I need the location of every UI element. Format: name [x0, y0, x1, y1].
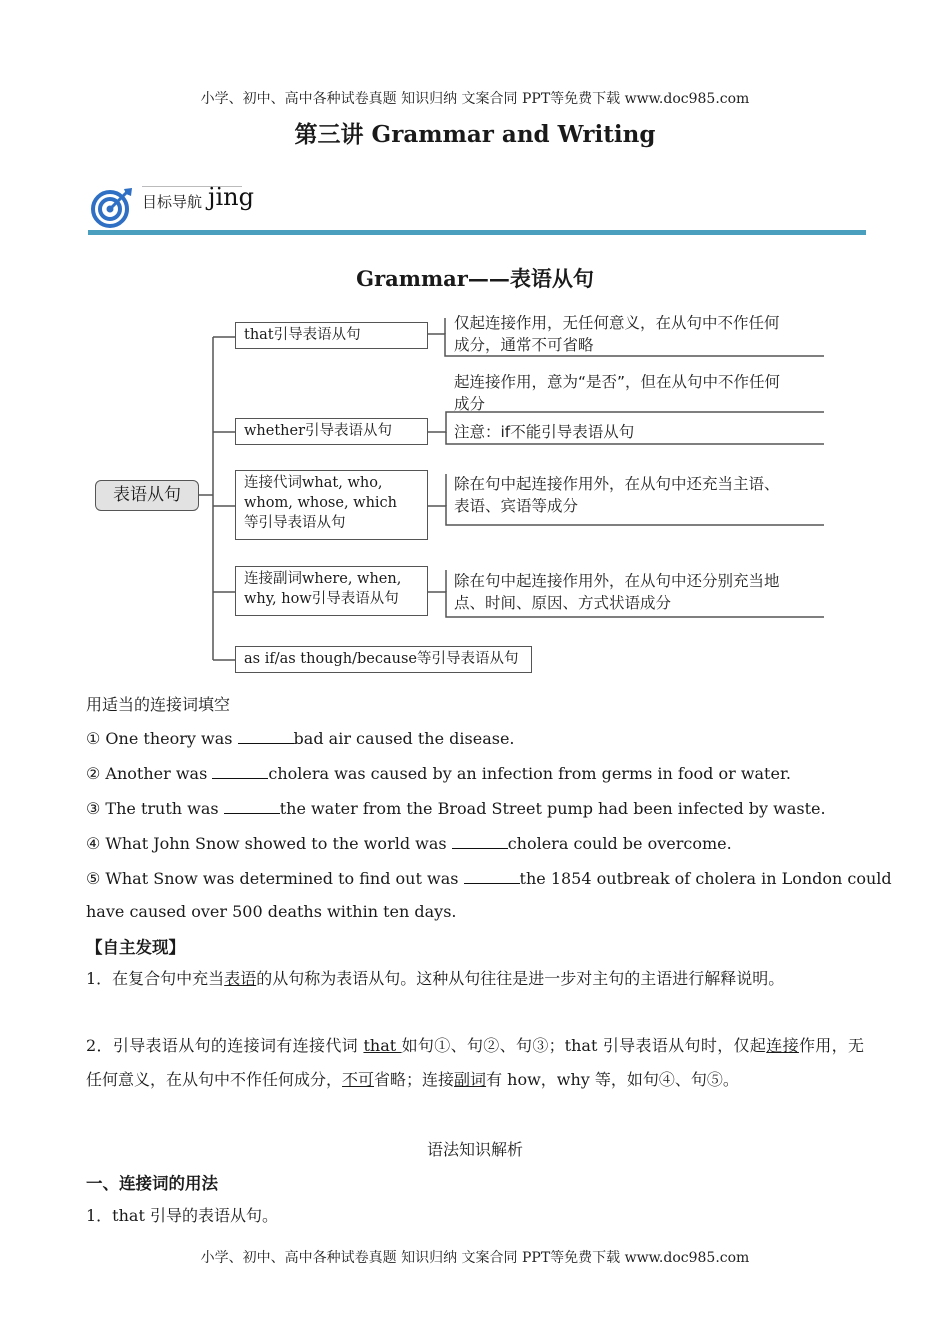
- item-pre: ③ The truth was: [86, 799, 224, 818]
- exercise-item: [86, 763, 791, 785]
- answer-blank[interactable]: [224, 799, 280, 814]
- nav-label: 目标导航: [142, 193, 203, 211]
- exercise-item-continuation: have caused over 500 deaths within ten days.: [86, 902, 457, 921]
- text: 1．在复合句中充当: [86, 969, 225, 988]
- text: 省略；连接: [374, 1070, 455, 1089]
- desc-adverbs: [454, 570, 780, 614]
- desc-that: [454, 312, 780, 356]
- desc-whether: [454, 371, 780, 415]
- item-post: bad air caused the disease.: [293, 729, 515, 748]
- branch-whether: [235, 418, 428, 445]
- item-pre: ② Another was: [86, 764, 213, 783]
- answer-blank[interactable]: [464, 869, 520, 884]
- item-pre: ⑤ What Snow was determined to find out was: [86, 869, 464, 888]
- underlined-answer: 不可: [342, 1070, 375, 1089]
- nav-suffix: jing: [208, 183, 254, 211]
- discovery-paragraph-1: [86, 962, 864, 996]
- desc-line: 成分: [454, 395, 486, 413]
- branch-pronouns: [235, 470, 428, 540]
- text: 有 how，why 等，如句④、句⑤。: [486, 1070, 739, 1089]
- branch-label-line: why, how引导表语从句: [244, 591, 399, 607]
- grammar-title: Grammar——表语从句: [356, 266, 594, 291]
- analysis-title: 语法知识解析: [426, 1140, 523, 1159]
- discovery-heading: 【自主发现】: [86, 938, 185, 957]
- branch-label-line: 连接代词what, who,: [244, 475, 383, 491]
- text: 作用，无任何意义，在从句中不作任何成分，: [86, 1036, 864, 1089]
- page-title: 第三讲 Grammar and Writing: [294, 121, 656, 148]
- exercise-item: [86, 728, 515, 750]
- exercise-item: [86, 868, 892, 890]
- item-pre: ① One theory was: [86, 729, 238, 748]
- answer-blank[interactable]: [212, 764, 268, 779]
- branch-label-line: 连接副词where, when,: [244, 571, 402, 587]
- branch-as-if: [235, 646, 532, 673]
- underlined-answer: 连接: [766, 1036, 799, 1055]
- underlined-answer: that: [363, 1036, 402, 1055]
- item-post: the 1854 outbreak of cholera in London could: [519, 869, 892, 888]
- branch-label: that引导表语从句: [244, 327, 361, 343]
- desc-line: 成分，通常不可省略: [454, 336, 594, 354]
- desc-line: 表语、宾语等成分: [454, 497, 579, 515]
- item-post: cholera was caused by an infection from germs in food or water.: [268, 764, 791, 783]
- desc-line: 除在句中起连接作用外，在从句中还充当主语、: [454, 475, 780, 493]
- header-banner: 小学、初中、高中各种试卷真题 知识归纳 文案合同 PPT等免费下载 www.doc985.com: [200, 91, 750, 107]
- section-heading: 一、连接词的用法: [86, 1174, 218, 1193]
- exercise-item: [86, 833, 732, 855]
- item-pre: ④ What John Snow showed to the world was: [86, 834, 452, 853]
- branch-label: as if/as though/because等引导表语从句: [244, 651, 519, 667]
- answer-blank[interactable]: [452, 834, 508, 849]
- discovery-paragraph-2: [86, 1029, 864, 1097]
- desc-line: 起连接作用，意为“是否”，但在从句中不作任何: [454, 373, 781, 391]
- desc-pronouns: [454, 473, 780, 517]
- branch-label-line: whom, whose, which: [244, 495, 398, 511]
- footer-banner: 小学、初中、高中各种试卷真题 知识归纳 文案合同 PPT等免费下载 www.doc985.com: [200, 1250, 750, 1266]
- item-post: cholera could be overcome.: [507, 834, 732, 853]
- exercise-item: [86, 798, 826, 820]
- note-whether: 注意：if不能引导表语从句: [454, 423, 635, 441]
- branch-label-line: 等引导表语从句: [244, 515, 346, 531]
- branch-label: whether引导表语从句: [244, 423, 393, 439]
- desc-line: 仅起连接作用，无任何意义，在从句中不作任何: [454, 314, 780, 332]
- answer-blank[interactable]: [238, 729, 294, 744]
- underlined-answer: 副词: [454, 1070, 487, 1089]
- item-post: the water from the Broad Street pump had been infected by waste.: [279, 799, 826, 818]
- branch-adverbs: [235, 566, 428, 616]
- text: 如句①、句②、句③；that 引导表语从句时，仅起: [401, 1036, 767, 1055]
- branch-that: [235, 322, 428, 349]
- exercise-instruction: 用适当的连接词填空: [86, 695, 231, 714]
- section-item: 1．that 引导的表语从句。: [86, 1206, 278, 1225]
- mindmap-root: 表语从句: [95, 480, 199, 511]
- text: 2．引导表语从句的连接词有连接代词: [86, 1036, 364, 1055]
- desc-line: 除在句中起连接作用外，在从句中还分别充当地: [454, 572, 780, 590]
- desc-line: 点、时间、原因、方式状语成分: [454, 594, 672, 612]
- text: 的从句称为表语从句。这种从句往往是进一步对主句的主语进行解释说明。: [256, 969, 785, 988]
- underlined-answer: 表语: [224, 969, 257, 988]
